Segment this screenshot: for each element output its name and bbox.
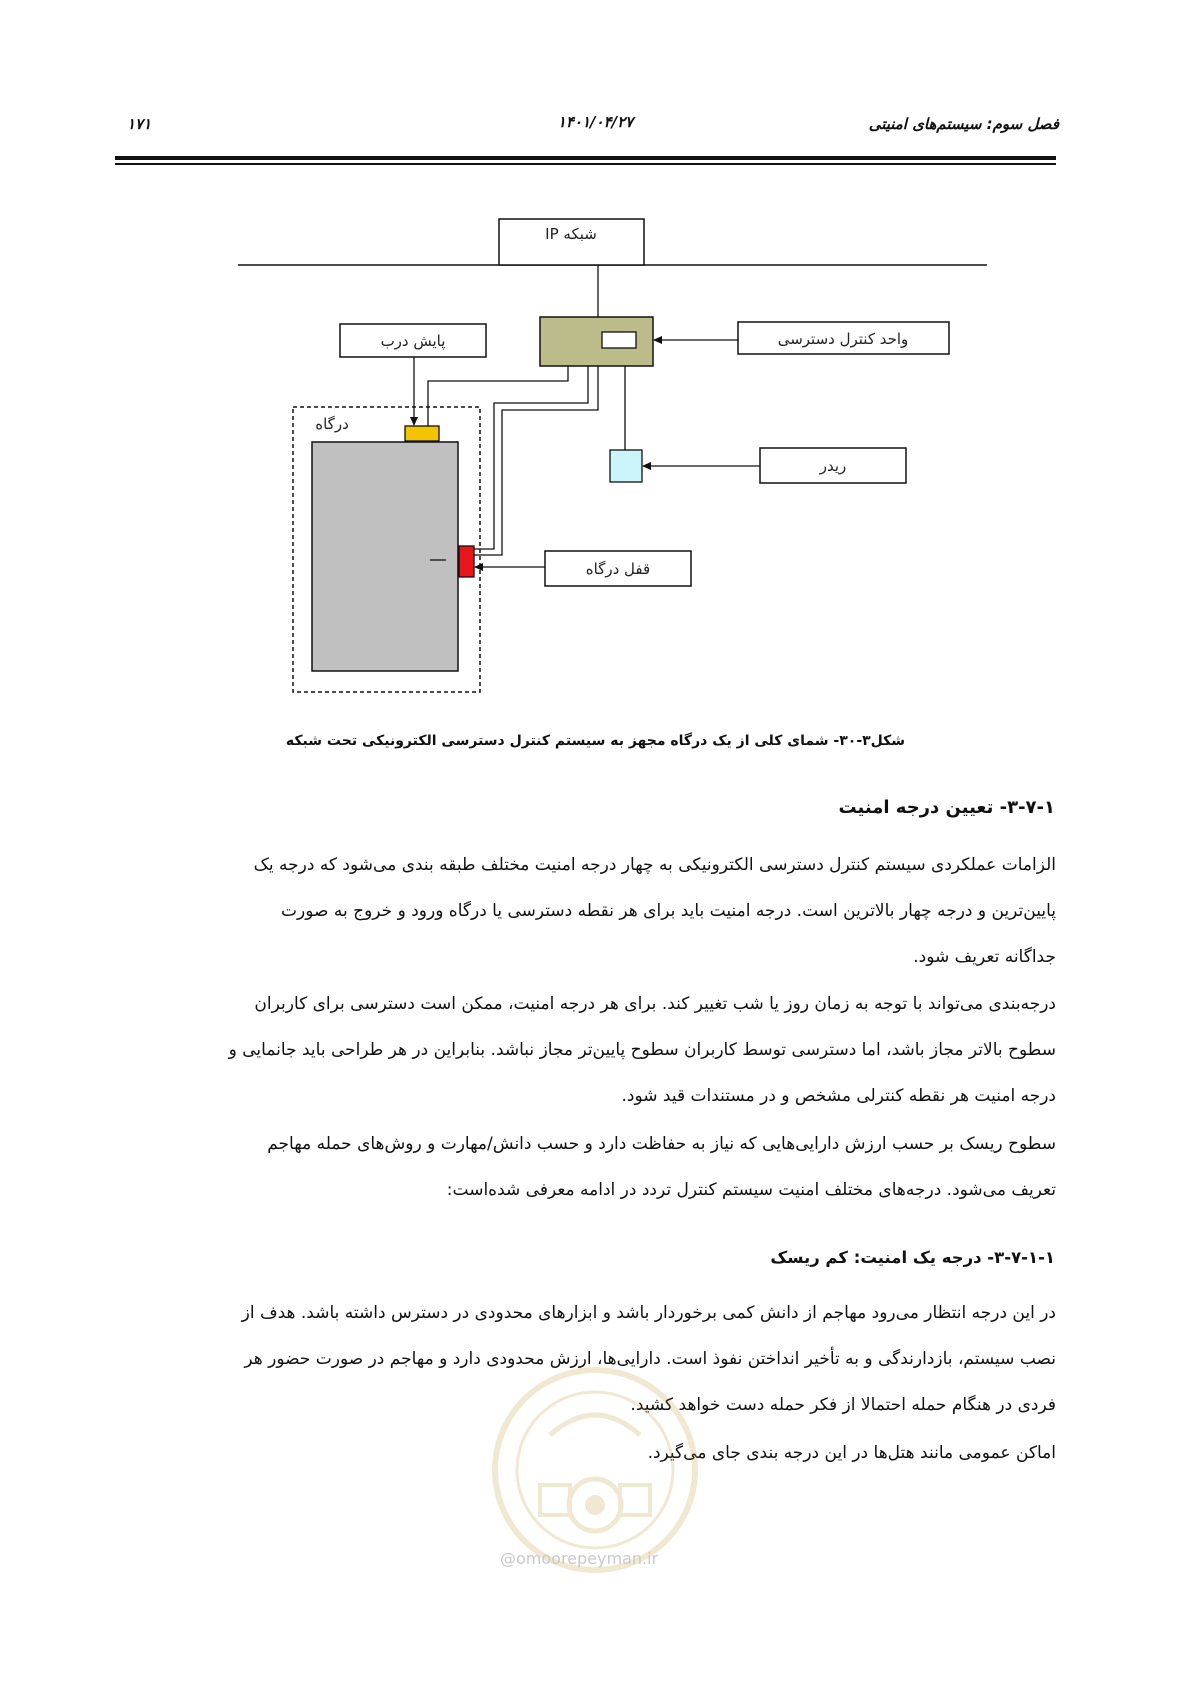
chapter-title: فصل سوم: سیستم‌های امنیتی xyxy=(868,115,1059,133)
reader-label: ریدر xyxy=(819,457,847,475)
paragraph xyxy=(115,1121,1056,1213)
paragraph xyxy=(115,842,1056,980)
paragraph-line: اماکن عمومی مانند هتل‌ها در این درجه بندی جای می‌گیرد. xyxy=(647,1443,1056,1463)
paragraph-line: درجه‌بندی می‌تواند با توجه به زمان روز یا شب تغییر کند. برای هر درجه امنیت، ممکن است دسترسی برای کاربران xyxy=(254,994,1056,1014)
controller-lock-wire-b xyxy=(474,366,588,549)
access-control-label: واحد کنترل دسترسی xyxy=(777,330,909,348)
watermark-url: @omoorepeyman.ir xyxy=(500,1549,659,1568)
paragraph-line: جداگانه تعریف شود. xyxy=(913,947,1056,967)
paragraph-line: فردی در هنگام حمله احتمالا از فکر حمله دست خواهد کشید. xyxy=(630,1395,1056,1415)
door-sensor-label: پایش درب xyxy=(380,332,446,350)
card-reader xyxy=(610,450,642,482)
paragraph-line: نصب سیستم، بازدارندگی و به تأخیر انداختن نفوذ است. دارایی‌ها، ارزش محدودی دارد و مهاجم در صورت حضور هر xyxy=(244,1349,1056,1369)
lock-label: قفل درگاه xyxy=(585,560,651,578)
paragraph-line: الزامات عملکردی سیستم کنترل دسترسی الکترونیکی به چهار درجه امنیت مختلف طبقه بندی می‌شود که درجه یک xyxy=(253,855,1056,875)
section-heading-security-grade: ۳-۷-۱- تعیین درجه امنیت xyxy=(838,797,1055,818)
door-sensor xyxy=(405,426,439,441)
access-control-diagram xyxy=(0,0,1191,720)
page-number: ۱۷۱ xyxy=(127,115,152,133)
paragraph-line: سطوح بالاتر مجاز باشد، اما دسترسی توسط کاربران سطوح پایین‌تر مجاز نباشد. بنابراین در هر طراحی باید جانمایی و xyxy=(228,1040,1056,1060)
header-date: ۱۴۰۱/۰۴/۲۷ xyxy=(557,113,634,131)
door-lock xyxy=(459,546,474,577)
paragraph-line: درجه امنیت هر نقطه کنترلی مشخص و در مستندات قید شود. xyxy=(621,1086,1056,1106)
controller-sensor-wire xyxy=(428,366,568,426)
door-label: درگاه xyxy=(315,415,349,433)
paragraph-line: پایین‌ترین و درجه چهار بالاترین است. درجه امنیت باید برای هر نقطه دسترسی یا درگاه ورود و خروج به صورت xyxy=(281,901,1056,921)
controller-display xyxy=(602,332,636,348)
figure-caption: شکل۳-۳۰- شمای کلی از یک درگاه مجهز به سیستم کنترل دسترسی الکترونیکی تحت شبکه xyxy=(285,733,906,749)
paragraph xyxy=(115,981,1056,1119)
section-heading-grade-one: ۳-۷-۱-۱- درجه یک امنیت: کم ریسک xyxy=(770,1248,1055,1267)
paragraph-line: تعریف می‌شود. درجه‌های مختلف امنیت سیستم کنترل تردد در ادامه معرفی شده‌است: xyxy=(446,1180,1056,1200)
paragraph-line: سطوح ریسک بر حسب ارزش دارایی‌هایی که نیاز به حفاظت دارد و حسب دانش/مهارت و روش‌های حمله مهاجم xyxy=(267,1134,1056,1154)
network-label: شبکه IP xyxy=(545,225,597,243)
door-panel xyxy=(312,442,458,671)
controller-lock-wire-a xyxy=(474,366,598,555)
paragraph-line: در این درجه انتظار می‌رود مهاجم از دانش کمی برخوردار باشد و ابزارهای محدودی در دسترس داشته باشد. هدف از xyxy=(241,1303,1056,1323)
